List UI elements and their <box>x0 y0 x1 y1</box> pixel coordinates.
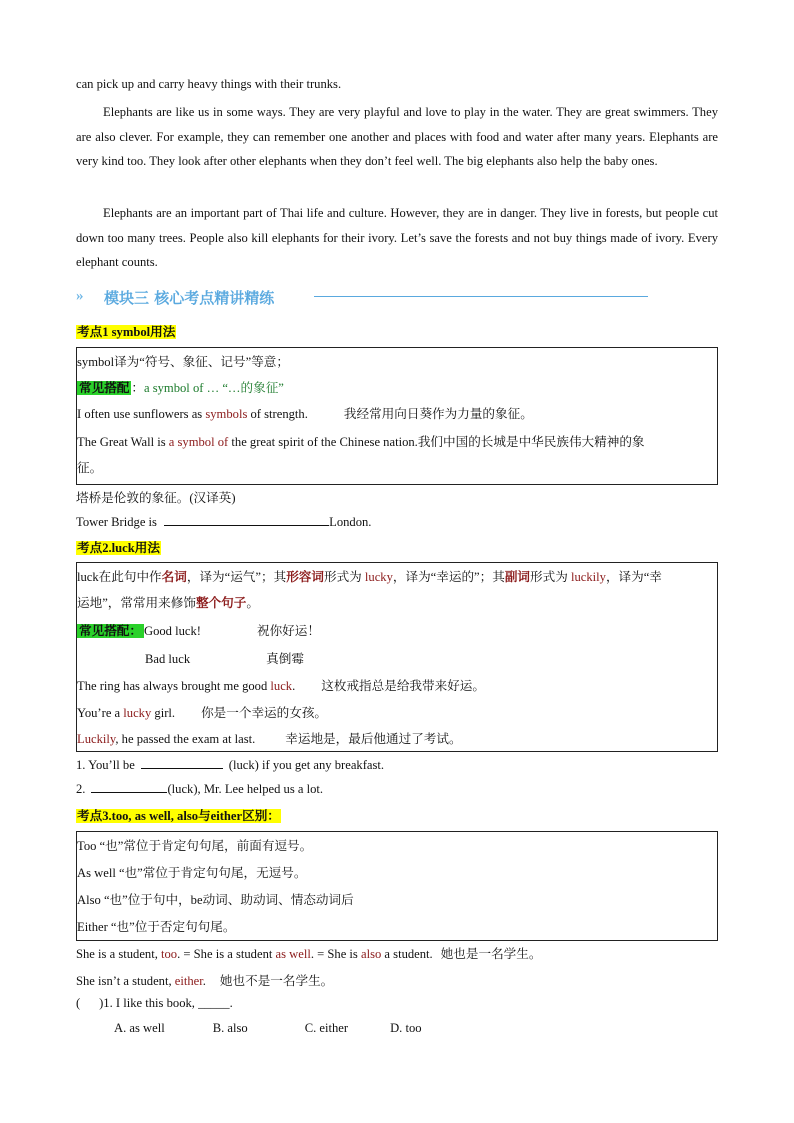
point2-question-2: 2. (luck), Mr. Lee helped us a lot. <box>76 782 324 796</box>
point1-example-2: The Great Wall is a symbol of the great spirit of the Chinese nation.我们中国的长城是中华民族伟大精神的象 <box>77 435 645 449</box>
point2-box <box>76 562 718 752</box>
point2-definition: luck在此句中作名词，译为“运气”；其形容词形式为 lucky，译为“幸运的”；其副词形式为 luckily，译为“幸 <box>77 570 662 584</box>
point1-task: 塔桥是伦敦的象征。(汉译英) <box>76 491 236 505</box>
option-b[interactable]: B. also <box>212 1021 248 1035</box>
point2-example-1: The ring has always brought me good luck. 这枚戒指总是给我带来好运。 <box>77 679 485 693</box>
point2-example-2: You’re a lucky girl. 你是一个幸运的女孩。 <box>77 706 328 720</box>
point3-rule-also: Also “也”位于句中，be动词、助动词、情态动词后 <box>77 893 354 907</box>
point3-example-2: She isn’t a student, either. 她也不是一名学生。 <box>76 974 334 988</box>
point1-heading: 考点1 symbol用法 <box>77 325 176 339</box>
point1-box <box>76 347 718 485</box>
answer-blank[interactable] <box>91 780 167 793</box>
point2-collocation-2: Bad luck 真倒霉 <box>145 652 304 666</box>
reading-paragraph-1: Elephants are like us in some ways. They are very playful and love to play in the water. They are great swimmers. They are also clever. For example, they can remember one another and places with food and water after many years. Elephants are very kind too. They look after other elephants when they don’t feel well. The big elephants also help the baby ones. <box>76 105 718 168</box>
section-rule <box>314 296 648 297</box>
reading-paragraph-2: Elephants are an important part of Thai life and culture. However, they are in danger. They live in forests, but people cut down too many trees. People also kill elephants for their ivory. Let’s save the forests and not buy things made of ivory. Every elephant counts. <box>76 206 718 269</box>
point3-heading: 考点3.too, as well, also与either区别： <box>77 809 280 823</box>
point1-example-2-cont: 征。 <box>77 461 103 475</box>
point2-heading: 考点2.luck用法 <box>77 541 160 555</box>
option-d[interactable]: D. too <box>390 1021 422 1035</box>
point3-example-1: She is a student, too. = She is a student as well. = She is also a student. 她也是一名学生。 <box>76 947 542 961</box>
point1-definition: symbol译为“符号、象征、记号”等意； <box>77 355 289 369</box>
answer-paren[interactable]: ( ) <box>76 996 104 1010</box>
point1-example-1: I often use sunflowers as symbols of strength. 我经常用向日葵作为力量的象征。 <box>77 407 533 421</box>
option-a[interactable]: A. as well <box>114 1021 165 1035</box>
double-chevron-icon: » <box>76 288 80 304</box>
point3-rule-too: Too “也”常位于肯定句句尾，前面有逗号。 <box>77 839 313 853</box>
point3-options <box>114 1021 422 1036</box>
point3-rule-as-well: As well “也”常位于肯定句句尾，无逗号。 <box>77 866 307 880</box>
reading-line-0: can pick up and carry heavy things with their trunks. <box>76 77 342 91</box>
answer-blank[interactable] <box>141 756 223 769</box>
point2-example-3: Luckily, he passed the exam at last. 幸运地是，最后他通过了考试。 <box>77 732 462 746</box>
point1-question: Tower Bridge is London. <box>76 515 372 529</box>
section-title: 模块三 核心考点精讲精练 <box>104 289 275 307</box>
point3-question-1: ( )1. I like this book, _____. <box>76 996 233 1010</box>
option-c[interactable]: C. either <box>304 1021 349 1035</box>
section-header <box>76 286 656 308</box>
point3-rule-either: Either “也”位于否定句句尾。 <box>77 920 236 934</box>
point2-question-1: 1. You’ll be (luck) if you get any breakfast. <box>76 758 385 772</box>
point2-collocation-1: 常见搭配： Good luck! 祝你好运！ <box>79 624 320 638</box>
point2-definition-cont: 运地”，常常用来修饰整个句子。 <box>77 596 259 610</box>
answer-blank[interactable] <box>164 513 329 526</box>
point1-collocation: 常见搭配 ：a symbol of … “…的象征” <box>79 381 284 395</box>
point3-box <box>76 831 718 941</box>
